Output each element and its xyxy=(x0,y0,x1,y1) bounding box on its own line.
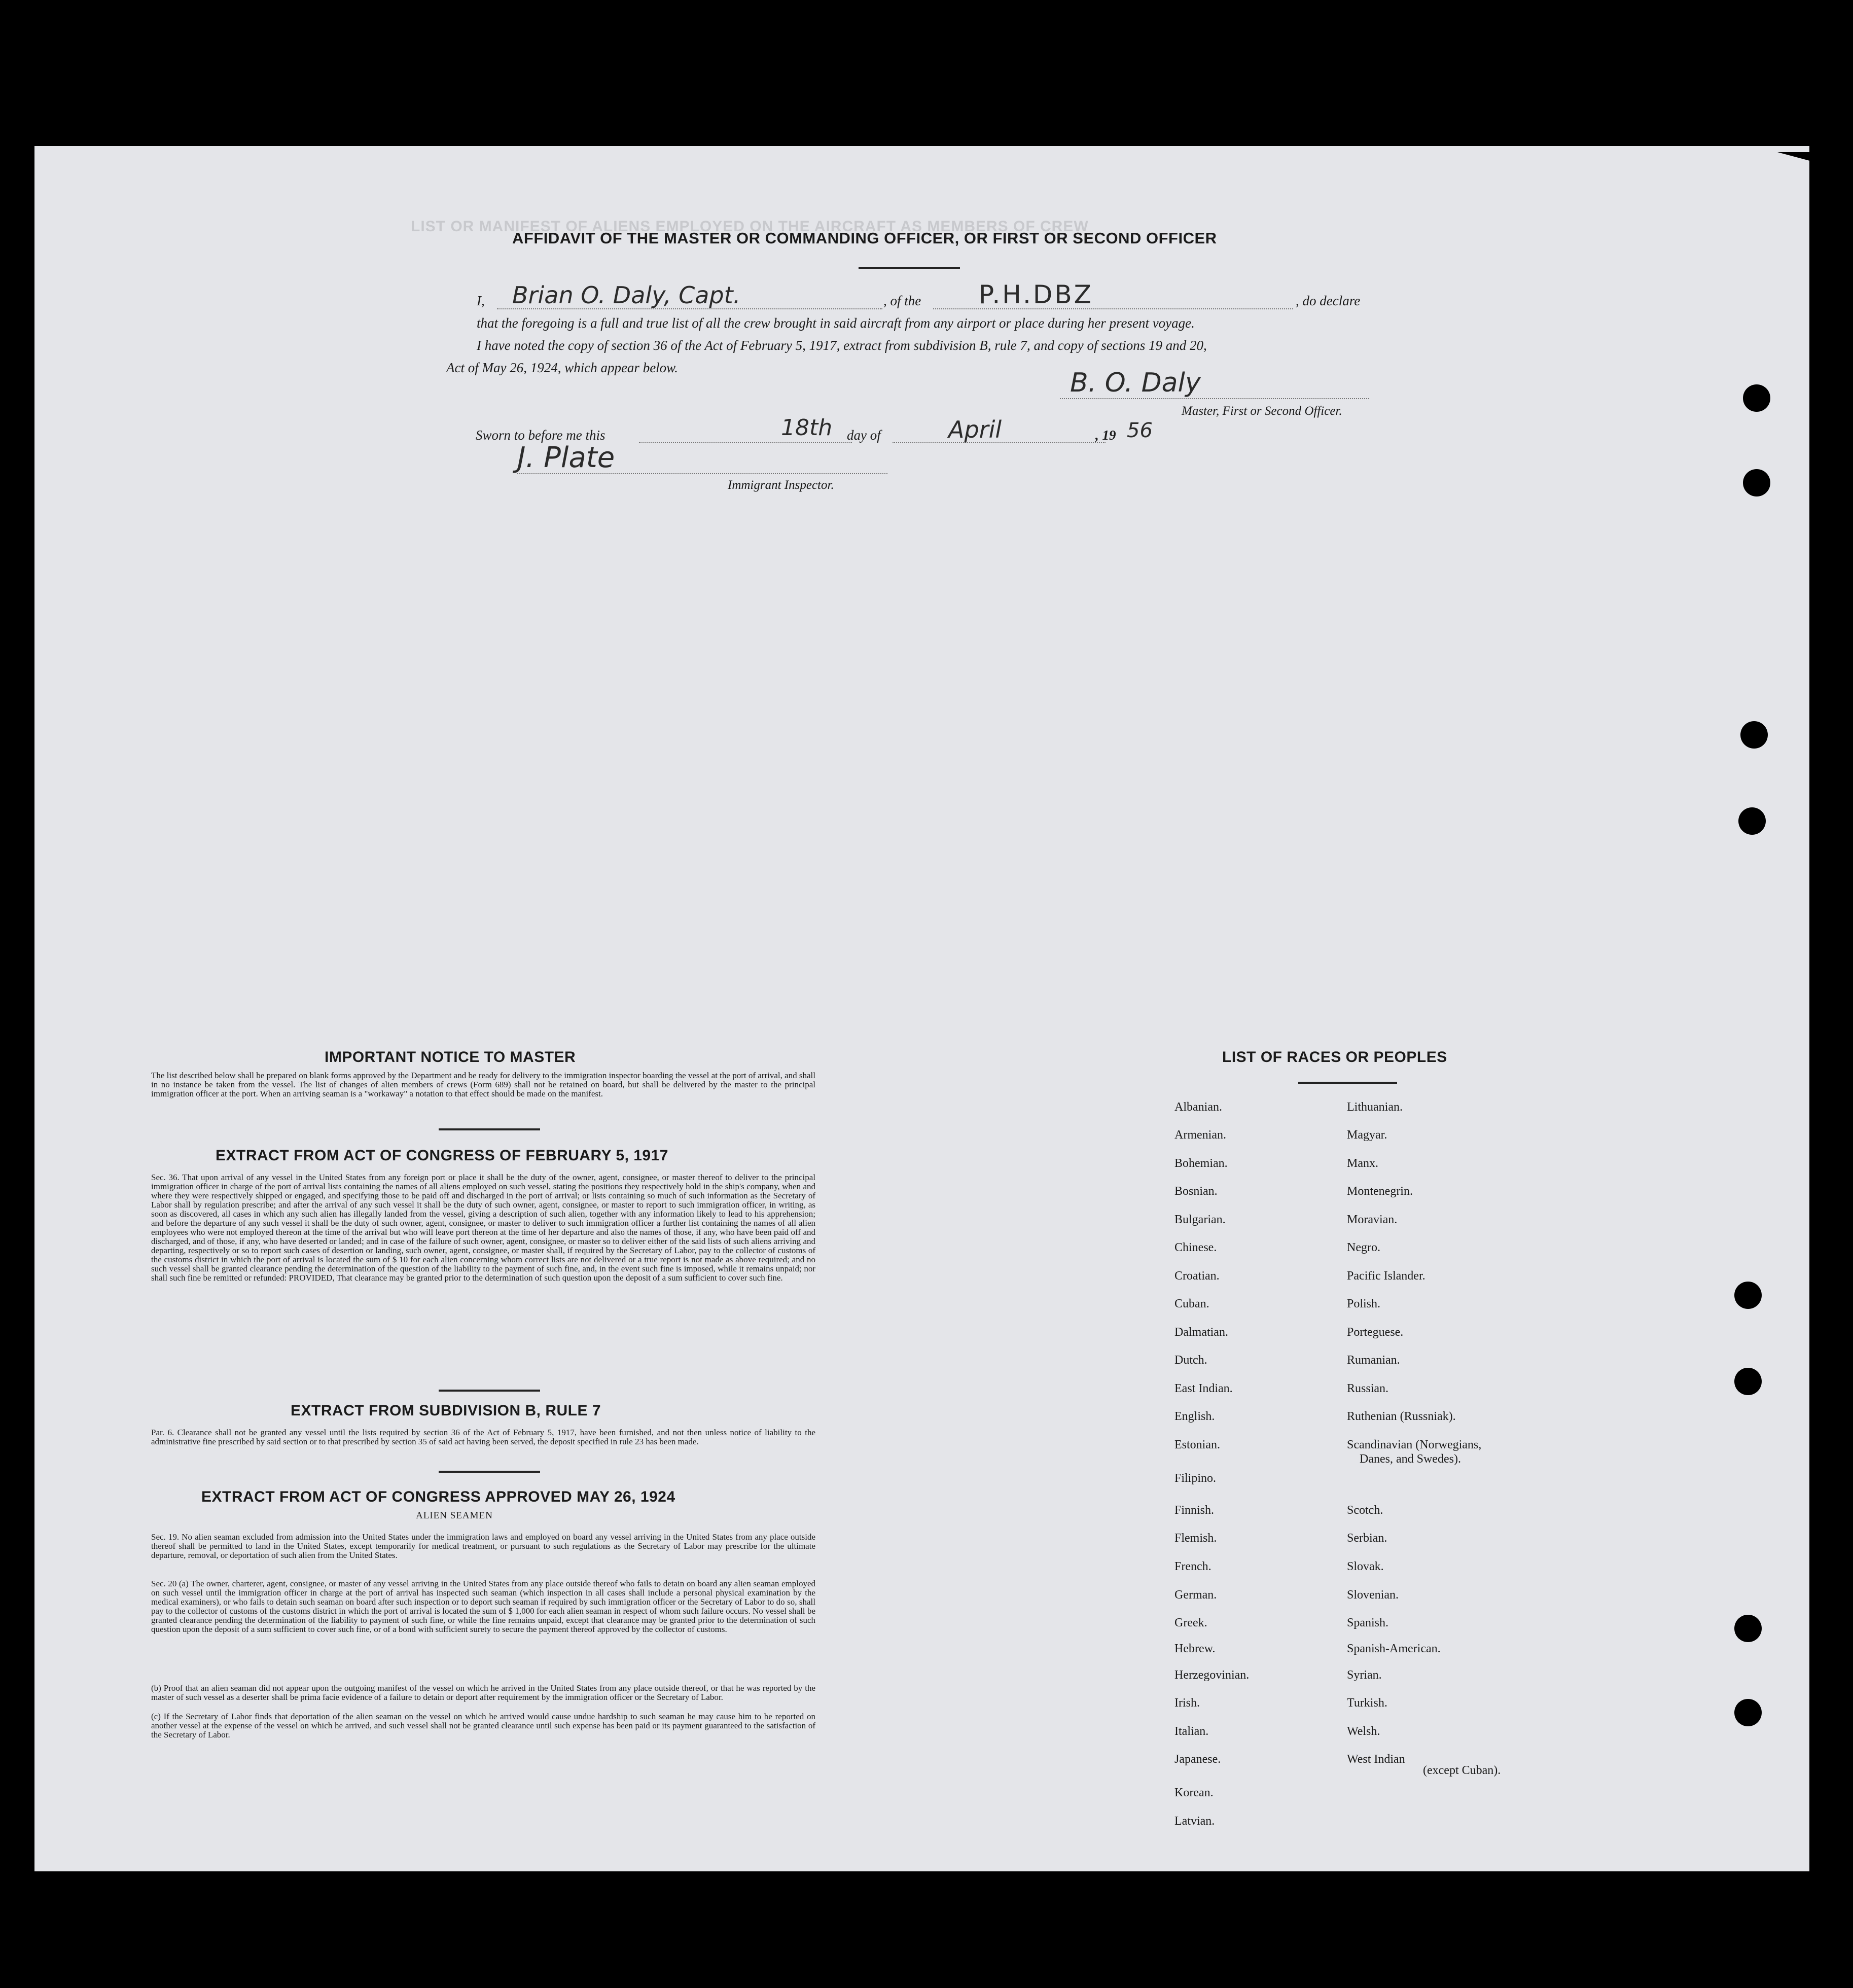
race-item: (except Cuban). xyxy=(1423,1764,1501,1777)
day-of-label: day of xyxy=(847,428,881,443)
race-item: Syrian. xyxy=(1347,1668,1382,1682)
race-item: Albanian. xyxy=(1174,1100,1222,1114)
race-item: Russian. xyxy=(1347,1382,1389,1395)
sworn-year: 56 xyxy=(1127,419,1153,442)
race-item: Danes, and Swedes). xyxy=(1360,1452,1461,1466)
race-item: Moravian. xyxy=(1347,1213,1398,1226)
year-prefix: , 19 xyxy=(1095,428,1116,443)
notice-text: The list described below shall be prepared on blank forms approved by the Department and be ready for delivery to the immigration inspector boarding the vessel at the port of arrival, and shall in no instance be taken from the vessel. The list of changes of alien members of crews (Form 689) shall not be retained on board, but shall be delivered by the master to the principal immigration officer at the port. When an arriving seaman is a "workaway" a notation to that effect should be made on the manifest. xyxy=(151,1071,816,1098)
extract-1924-subtitle: ALIEN SEAMEN xyxy=(416,1510,493,1521)
extract-1924-sec20a: Sec. 20 (a) The owner, charterer, agent, consignee, or master of any vessel arriving in the United States from any place outside thereof who fails to detain on board any alien seaman employed on such vessel until the immigration officer in charge at the port of arrival has inspected such seaman (which inspection in all cases shall include a personal physical examination by the medical examiners), or who fails to detain such seaman on board after such inspection or to deport such seaman if required by such immigration officer or the Secretary of Labor to do so, shall pay to the collector of customs of the customs district in which the port of arrival is located the sum of $ 1,000 for each alien seaman in respect of whom such failure occurs. No vessel shall be granted clearance pending the determination of the liability to payment of such fine, or while the fine remains unpaid, except that clearance may be granted prior to the determination of such question upon the deposit of a sum sufficient to cover such fine, or of a bond with sufficient surety to secure the payment thereof approved by the collector of customs. xyxy=(151,1579,815,1634)
race-item: East Indian. xyxy=(1174,1382,1233,1395)
race-item: Croatian. xyxy=(1174,1269,1220,1283)
affidavit-i: I, xyxy=(477,293,485,308)
race-item: Porteguese. xyxy=(1347,1326,1404,1339)
master-line xyxy=(1060,398,1369,399)
master-label: Master, First or Second Officer. xyxy=(1182,404,1342,418)
day-line xyxy=(639,442,852,443)
punch-hole xyxy=(1734,1615,1762,1642)
extract-1924-sec20c: (c) If the Secretary of Labor finds that deportation of the alien seaman on the vessel on which he arrived would cause undue hardship to such seaman he may cause him to be reported on another vessel at the expense of the vessel on which he arrived, and such vessel shall not be granted clearance until such expense has been paid or its payment guaranteed to the satisfaction of the Secretary of Labor. xyxy=(151,1712,815,1740)
race-item: German. xyxy=(1174,1588,1217,1602)
race-item: Bohemian. xyxy=(1174,1157,1228,1170)
punch-hole xyxy=(1734,1368,1762,1395)
race-item: Welsh. xyxy=(1347,1725,1380,1738)
race-item: Herzegovinian. xyxy=(1174,1668,1250,1682)
of-the-label: , of the xyxy=(883,293,921,308)
race-item: Greek. xyxy=(1174,1616,1207,1629)
punch-hole xyxy=(1738,807,1766,835)
race-item: French. xyxy=(1174,1560,1211,1573)
notice-title: IMPORTANT NOTICE TO MASTER xyxy=(325,1049,576,1066)
race-item: Slovak. xyxy=(1347,1560,1384,1573)
race-item: Finnish. xyxy=(1174,1504,1215,1517)
race-item: Dutch. xyxy=(1174,1354,1207,1367)
section-rule xyxy=(439,1128,540,1130)
inspector-signature: J. Plate xyxy=(517,441,615,474)
race-item: Manx. xyxy=(1347,1157,1378,1170)
race-item: Scandinavian (Norwegians, xyxy=(1347,1438,1482,1451)
race-item: Spanish-American. xyxy=(1347,1642,1441,1655)
race-item: Filipino. xyxy=(1174,1472,1217,1485)
race-item: Flemish. xyxy=(1174,1532,1217,1545)
race-item: Italian. xyxy=(1174,1725,1209,1738)
race-item: Turkish. xyxy=(1347,1696,1387,1710)
race-item: Korean. xyxy=(1174,1786,1214,1799)
section-rule xyxy=(439,1471,540,1473)
race-item: Rumanian. xyxy=(1347,1354,1400,1367)
affidavit-line-4: Act of May 26, 1924, which appear below. xyxy=(446,360,678,375)
race-item: Polish. xyxy=(1347,1297,1381,1310)
page-corner-fold xyxy=(1777,152,1838,168)
punch-hole xyxy=(1734,1282,1762,1309)
race-item: West Indian xyxy=(1347,1753,1405,1766)
race-item: Bosnian. xyxy=(1174,1185,1218,1198)
race-item: Dalmatian. xyxy=(1174,1326,1228,1339)
affidavit-line-2: that the foregoing is a full and true list of all the crew brought in said aircraft from any airport or place during her present voyage. xyxy=(477,315,1195,331)
race-item: Scotch. xyxy=(1347,1504,1383,1517)
race-item: Estonian. xyxy=(1174,1438,1220,1451)
title-rule xyxy=(859,267,960,269)
punch-hole xyxy=(1740,721,1768,749)
rule-7-text: Par. 6. Clearance shall not be granted any vessel until the lists required by section 36 of the Act of February 5, 1917, have been furnished, and not then unless notice of liability to the administrative fine prescribed by said section or to that prescribed by section 35 of said act having been served, the deposit specified in rule 23 has been made. xyxy=(151,1428,815,1446)
sworn-label: Sworn to before me this xyxy=(476,428,605,443)
inspector-line xyxy=(517,473,887,474)
punch-hole xyxy=(1743,469,1770,496)
race-item: Magyar. xyxy=(1347,1128,1387,1142)
rule-7-title: EXTRACT FROM SUBDIVISION B, RULE 7 xyxy=(291,1402,601,1419)
extract-1917-title: EXTRACT FROM ACT OF CONGRESS OF FEBRUARY 5, 1917 xyxy=(216,1147,668,1164)
race-item: Bulgarian. xyxy=(1174,1213,1226,1226)
race-item: Chinese. xyxy=(1174,1241,1217,1254)
affidavit-title: AFFIDAVIT OF THE MASTER OR COMMANDING OFFICER, OR FIRST OR SECOND OFFICER xyxy=(512,229,1217,247)
extract-1924-title: EXTRACT FROM ACT OF CONGRESS APPROVED MAY 26, 1924 xyxy=(201,1488,675,1505)
punch-hole xyxy=(1743,384,1770,412)
aircraft-registration: P.H.DBZ xyxy=(979,280,1093,309)
race-item: Ruthenian (Russniak). xyxy=(1347,1410,1456,1423)
extract-1924-sec20b: (b) Proof that an alien seaman did not appear upon the outgoing manifest of the vessel on which he arrived in the United States from any place outside thereof, or that he was reported by the master of such vessel as a deserter shall be prima facie evidence of a failure to detain or deport after requirement by the immigration officer or the Secretary of Labor. xyxy=(151,1683,815,1702)
race-item: Pacific Islander. xyxy=(1347,1269,1426,1283)
race-item: Armenian. xyxy=(1174,1128,1226,1142)
race-item: Spanish. xyxy=(1347,1616,1389,1629)
sworn-day: 18th xyxy=(781,415,833,441)
race-item: Negro. xyxy=(1347,1241,1380,1254)
race-item: Latvian. xyxy=(1174,1815,1215,1828)
sworn-month: April xyxy=(948,416,1002,443)
race-item: Serbian. xyxy=(1347,1532,1387,1545)
race-item: Cuban. xyxy=(1174,1297,1209,1310)
do-declare-label: , do declare xyxy=(1296,293,1361,308)
race-item: English. xyxy=(1174,1410,1215,1423)
race-item: Hebrew. xyxy=(1174,1642,1216,1655)
name-signature: Brian O. Daly, Capt. xyxy=(512,281,741,309)
extract-1924-sec19: Sec. 19. No alien seaman excluded from admission into the United States under the immigration laws and employed on board any vessel arriving in the United States from any place outside thereof shall be permitted to land in the United States, except temporarily for medical treatment, or pursuant to such regulations as the Secretary of Labor may prescribe for the ultimate departure, removal, or deportation of such alien from the United States. xyxy=(151,1532,815,1560)
section-rule xyxy=(439,1390,540,1392)
inspector-label: Immigrant Inspector. xyxy=(728,478,834,492)
races-title: LIST OF RACES OR PEOPLES xyxy=(1222,1049,1447,1066)
affidavit-line-3: I have noted the copy of section 36 of the Act of February 5, 1917, extract from subdivision B, rule 7, and copy of sections 19 and 20, xyxy=(477,338,1207,353)
punch-hole xyxy=(1734,1699,1762,1726)
extract-1917-text: Sec. 36. That upon arrival of any vessel in the United States from any foreign port or place it shall be the duty of the owner, agent, consignee, or master thereof to deliver to the principal immigration officer in charge of the port of arrival lists containing the names of all aliens employed on such vessel, stating the positions they respectively hold in the ship's company, when and where they were respectively shipped or engaged, and specifying those to be paid off and discharged in the port of arrival; or lists containing so much of such information as the Secretary of Labor shall by regulation prescribe; and after the arrival of any such vessel it shall be the duty of such owner, agent, consignee, or master to report to such immigration officer, in writing, as soon as discovered, all cases in which any such alien has illegally landed from the vessel, giving a description of such alien, together with any information likely to lead to his apprehension; and before the departure of any such vessel it shall be the duty of such owner, agent, consignee, or master to deliver to such immigration officer a further list containing the names of all alien employees who were not employed thereon at the time of the arrival but who will leave port thereon at the time of her departure and also the names of those, if any, who have been paid off and discharged, and of those, if any, who have deserted or landed; and in case of the failure of such owner, agent, consignee, or master so to deliver either of the said lists of such aliens arriving and departing, respectively or so to report such cases of desertion or landing, such owner, agent, consignee, or master shall, if required by the Secretary of Labor, pay to the collector of customs of the customs district in which the port of arrival is located the sum of $ 10 for each alien concerning whom correct lists are not delivered or a true report is not made as above required; and no such vessel shall be granted clearance pending the determination of the question of the liability to the payment of such fine, and, in the event such fine is imposed, while it remains unpaid; nor shall such fine be remitted or refunded: PROVIDED, That clearance may be granted prior to the determination of such question upon the deposit of a sum sufficient to cover such fine. xyxy=(151,1173,815,1283)
race-item: Lithuanian. xyxy=(1347,1100,1403,1114)
race-item: Montenegrin. xyxy=(1347,1185,1413,1198)
race-item: Irish. xyxy=(1174,1696,1200,1710)
race-item: Slovenian. xyxy=(1347,1588,1399,1602)
master-signature: B. O. Daly xyxy=(1070,368,1201,398)
race-item: Japanese. xyxy=(1174,1753,1221,1766)
bleed-through-heading: LIST OR MANIFEST OF ALIENS EMPLOYED ON THE AIRCRAFT AS MEMBERS OF CREW xyxy=(411,218,1089,235)
races-title-rule xyxy=(1298,1082,1397,1084)
